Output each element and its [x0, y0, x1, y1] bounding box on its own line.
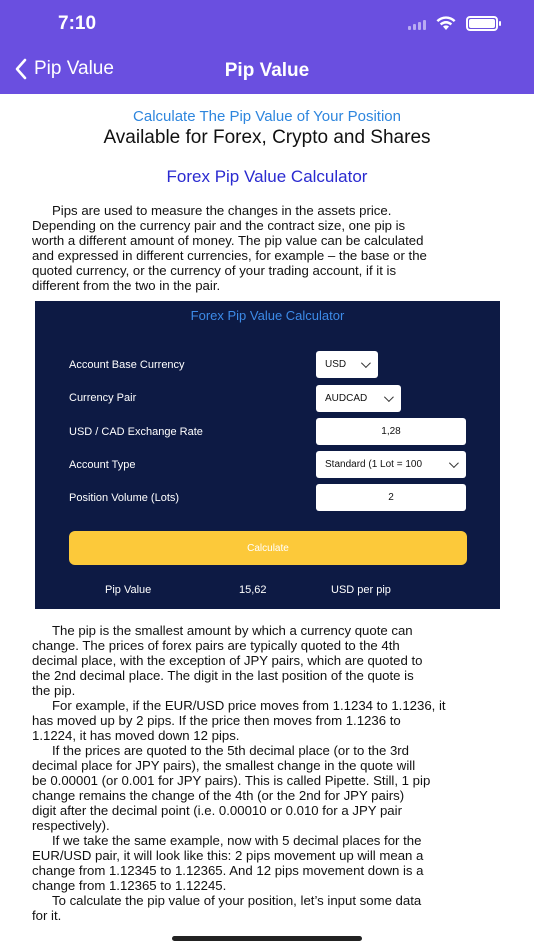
position-volume-value: 2 — [388, 492, 394, 503]
intro-line: different from the two in the pair. — [32, 278, 221, 293]
pip-value-label: Pip Value — [105, 584, 152, 596]
exchange-rate-input[interactable] — [316, 418, 466, 445]
section-title: Forex Pip Value Calculator — [166, 167, 368, 186]
exchange-rate-label: USD / CAD Exchange Rate — [69, 426, 203, 438]
account-base-currency-label: Account Base Currency — [69, 359, 185, 371]
explanation-line: decimal place, with the exception of JPY pairs, which are quoted to — [32, 653, 423, 668]
calculator-title: Forex Pip Value Calculator — [190, 308, 345, 323]
explanation-line: To calculate the pip value of your position, let’s input some data — [52, 893, 422, 908]
explanation-line: decimal place for JPY pairs), the smallest change in the quote will — [32, 758, 416, 773]
intro-line: Depending on the currency pair and the contract size, one pip is — [32, 218, 406, 233]
explanation-line: the pip. — [32, 683, 76, 698]
intro-line: Pips are used to measure the changes in the assets price. — [52, 203, 392, 218]
status-bar — [0, 0, 534, 50]
back-button-label: Pip Value — [34, 58, 114, 79]
account-base-currency-select[interactable] — [316, 351, 378, 378]
explanation-line: EUR/USD pair, it will look like this: 2 pips movement up will mean a — [32, 848, 424, 863]
position-volume-input[interactable] — [316, 484, 466, 511]
account-type-label: Account Type — [69, 459, 136, 471]
explanation-line: change remains the change of the 4th (or the 2nd for JPY pairs) — [32, 788, 405, 803]
main-content — [0, 94, 534, 293]
account-type-value: Standard (1 Lot = 100 — [325, 459, 423, 470]
intro-line: worth a different amount of money. The pip value can be calculated — [32, 233, 424, 248]
explanation-line: for it. — [32, 908, 62, 923]
explanation-line: change from 1.12345 to 1.12365. And 12 pips movement down is a — [32, 863, 424, 878]
explanation-line: change from 1.12365 to 1.12245. — [32, 878, 227, 893]
currency-pair-label: Currency Pair — [69, 392, 137, 404]
cellular-signal-icon — [408, 18, 426, 30]
explanation-line: If the prices are quoted to the 5th decimal place (or to the 3rd — [52, 743, 410, 758]
page-subtitle: Calculate The Pip Value of Your Position — [133, 108, 401, 125]
currency-pair-value: AUDCAD — [325, 393, 368, 404]
status-time: 7:10 — [58, 13, 97, 34]
wifi-icon — [436, 16, 456, 31]
explanation-line: the 2nd decimal place. The digit in the last position of the quote is — [32, 668, 414, 683]
explanation-line: 1.1224, it has moved down 12 pips. — [32, 728, 240, 743]
intro-paragraph — [0, 203, 534, 293]
nav-title: Pip Value — [224, 60, 310, 81]
intro-line: and expressed in different currencies, for example – the base or the — [32, 248, 427, 263]
explanation-line: be 0.00001 (or 0.001 for JPY pairs). This is called Pipette. Still, 1 pip — [32, 773, 431, 788]
pip-calculator-panel — [35, 301, 500, 609]
pip-value-result: 15,62 — [239, 584, 267, 596]
chevron-down-icon — [384, 392, 394, 402]
explanation-line: has moved up by 2 pips. If the price then moves from 1.1236 to — [32, 713, 401, 728]
chevron-down-icon — [361, 358, 371, 368]
navigation-bar — [0, 50, 534, 94]
explanation-paragraph — [0, 623, 534, 923]
explanation-line: For example, if the EUR/USD price moves from 1.1234 to 1.1236, it — [52, 698, 446, 713]
calculate-button[interactable]: Calculate — [69, 531, 467, 565]
explanation-line: The pip is the smallest amount by which a currency quote can — [52, 623, 413, 638]
explanation-line: digit after the decimal point (i.e. 0.00010 or 0.010 for a JPY pair — [32, 803, 402, 818]
exchange-rate-value: 1,28 — [381, 426, 401, 437]
account-type-select[interactable] — [316, 451, 466, 478]
page-headline: Available for Forex, Crypto and Shares — [103, 127, 431, 148]
home-indicator — [172, 936, 362, 941]
explanation-line: respectively). — [32, 818, 110, 833]
chevron-down-icon — [449, 458, 459, 468]
explanation-line: If we take the same example, now with 5 decimal places for the — [52, 833, 422, 848]
status-icons — [408, 16, 498, 31]
intro-line: quoted currency, or the currency of your trading account, if it is — [32, 263, 397, 278]
currency-pair-select[interactable] — [316, 385, 401, 412]
position-volume-label: Position Volume (Lots) — [69, 492, 180, 504]
account-base-currency-value: USD — [325, 359, 347, 370]
explanation-line: change. The prices of forex pairs are typically quoted to the 4th — [32, 638, 400, 653]
pip-value-unit: USD per pip — [331, 584, 391, 596]
battery-icon — [466, 16, 498, 31]
